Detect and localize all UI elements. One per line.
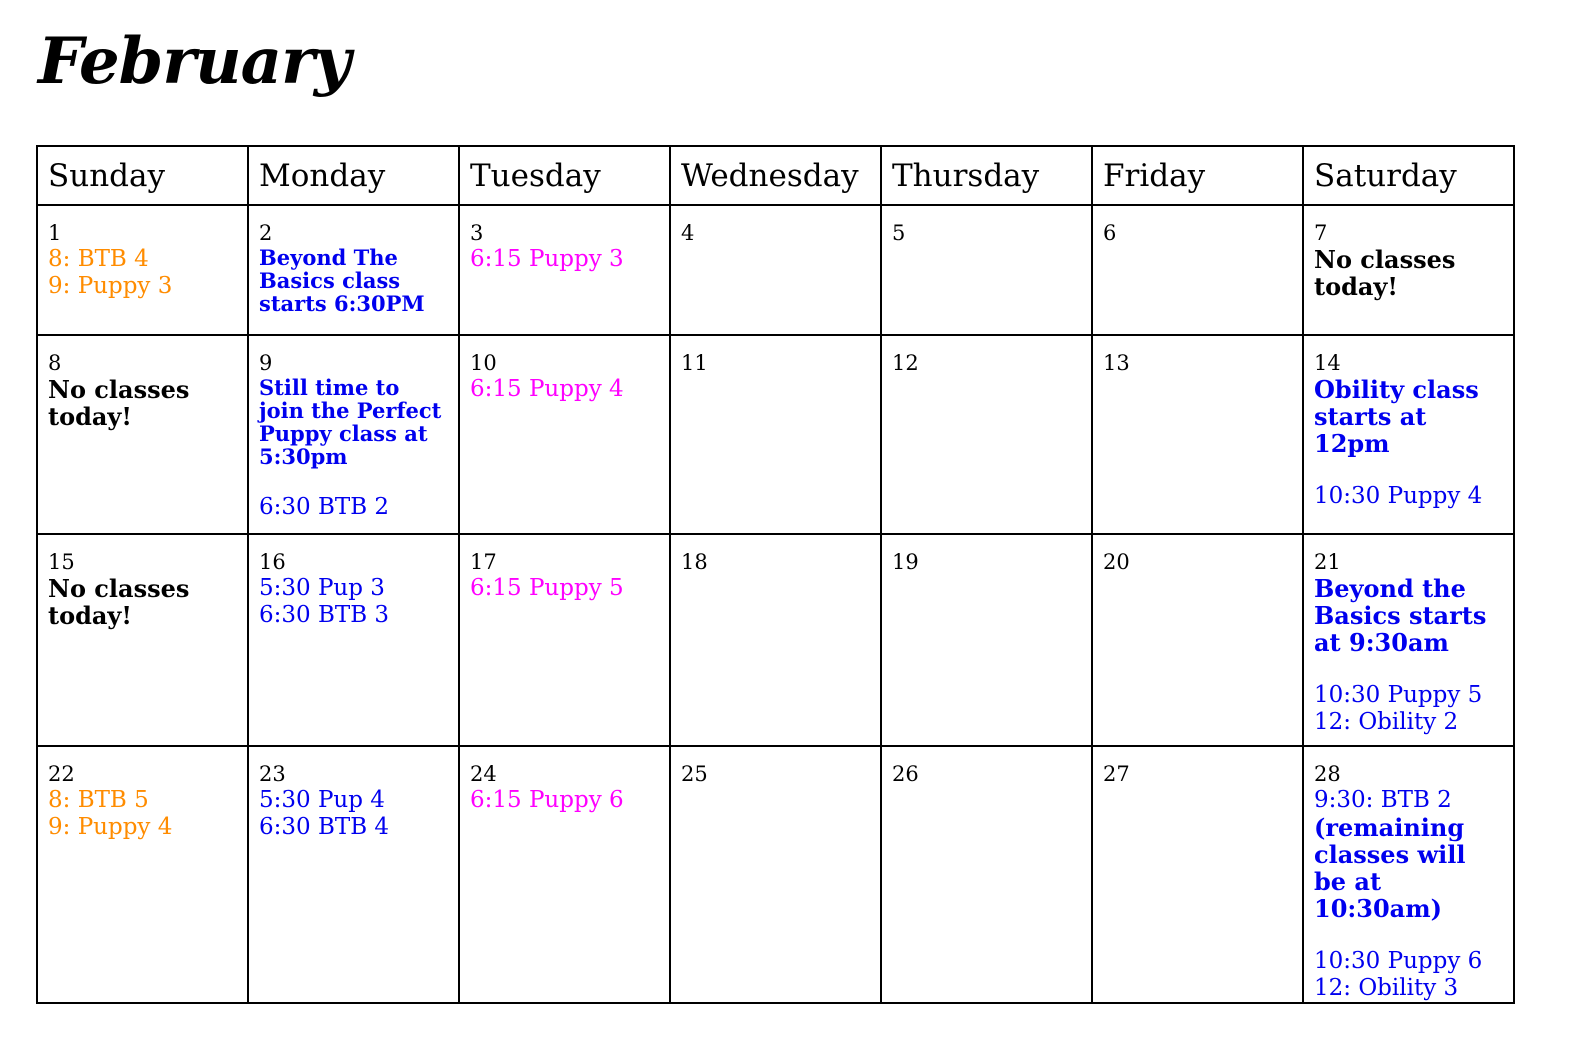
- day-number: 27: [1103, 762, 1130, 786]
- event-text: No classes today!: [1314, 245, 1456, 301]
- day-cell: [459, 746, 670, 1003]
- day-cell: [248, 205, 459, 335]
- day-cell: [37, 534, 248, 746]
- day-cell: [881, 335, 1092, 534]
- day-number: 11: [681, 351, 708, 375]
- day-number: 17: [470, 550, 497, 574]
- day-cell: [248, 335, 459, 534]
- event-text: 8: BTB 5: [48, 787, 149, 813]
- event-text: 5:30 Pup 4: [259, 787, 385, 813]
- day-cell: [881, 534, 1092, 746]
- weekday-header: Sunday: [37, 146, 248, 205]
- day-number: 18: [681, 550, 708, 574]
- event-text: 6:30 BTB 4: [259, 814, 390, 840]
- event-text: 6:30 BTB 2: [259, 494, 390, 520]
- day-number: 24: [470, 762, 497, 786]
- event-text: 6:15 Puppy 3: [470, 246, 624, 272]
- event-text: 6:15 Puppy 4: [470, 376, 624, 402]
- day-number: 8: [48, 351, 62, 375]
- day-cell: [670, 205, 881, 335]
- day-number: 28: [1314, 762, 1341, 786]
- day-cell: [1303, 335, 1514, 534]
- day-number: 5: [892, 221, 906, 245]
- day-cell: [881, 205, 1092, 335]
- day-cell: [1092, 205, 1303, 335]
- day-number: 10: [470, 351, 497, 375]
- day-number: 15: [48, 550, 75, 574]
- day-cell: [1092, 534, 1303, 746]
- day-cell: [37, 746, 248, 1003]
- day-cell: [670, 534, 881, 746]
- day-cell: [459, 534, 670, 746]
- day-number: 16: [259, 550, 286, 574]
- day-cell: [881, 746, 1092, 1003]
- day-number: 4: [681, 221, 695, 245]
- calendar-grid: [36, 145, 1515, 1004]
- day-cell: [1303, 746, 1514, 1003]
- event-text: No classes today!: [48, 375, 190, 431]
- event-text: Still time to join the Perfect Puppy class at 5:30pm: [259, 375, 442, 469]
- day-cell: [459, 335, 670, 534]
- day-number: 13: [1103, 351, 1130, 375]
- event-text: 10:30 Puppy 5: [1314, 682, 1483, 708]
- day-cell: [1303, 534, 1514, 746]
- week-row: [37, 205, 1514, 335]
- day-number: 14: [1314, 351, 1341, 375]
- day-number: 23: [259, 762, 286, 786]
- event-text: 6:30 BTB 3: [259, 602, 390, 628]
- weekday-header: Wednesday: [670, 146, 881, 205]
- event-text: Beyond The Basics class starts 6:30PM: [259, 245, 425, 316]
- day-cell: [248, 746, 459, 1003]
- day-number: 2: [259, 221, 273, 245]
- day-cell: [248, 534, 459, 746]
- event-text: No classes today!: [48, 574, 190, 630]
- weekday-header: Monday: [248, 146, 459, 205]
- weekday-header: Thursday: [881, 146, 1092, 205]
- event-text: 5:30 Pup 3: [259, 575, 385, 601]
- weekday-header-row: [37, 146, 1514, 205]
- day-number: 12: [892, 351, 919, 375]
- event-text: 9:30: BTB 2: [1314, 787, 1452, 813]
- day-number: 6: [1103, 221, 1117, 245]
- weekday-header: Friday: [1092, 146, 1303, 205]
- week-row: [37, 335, 1514, 534]
- day-number: 19: [892, 550, 919, 574]
- month-title: February: [38, 24, 351, 99]
- event-text: 12: Obility 3: [1314, 975, 1459, 1001]
- day-number: 20: [1103, 550, 1130, 574]
- event-text: Obility class starts at 12pm: [1314, 375, 1479, 458]
- day-cell: [670, 335, 881, 534]
- day-cell: [1092, 335, 1303, 534]
- event-text: 9: Puppy 3: [48, 273, 173, 299]
- day-cell: [1303, 205, 1514, 335]
- event-text: Beyond the Basics starts at 9:30am: [1314, 574, 1487, 657]
- weekday-header: Tuesday: [459, 146, 670, 205]
- event-text: 10:30 Puppy 4: [1314, 483, 1483, 509]
- day-number: 25: [681, 762, 708, 786]
- event-text: 10:30 Puppy 6: [1314, 948, 1483, 974]
- day-cell: [37, 205, 248, 335]
- event-text: (remaining classes will be at 10:30am): [1314, 813, 1466, 923]
- event-text: 8: BTB 4: [48, 246, 149, 272]
- weekday-header: Saturday: [1303, 146, 1514, 205]
- day-number: 22: [48, 762, 75, 786]
- day-number: 21: [1314, 550, 1341, 574]
- day-cell: [459, 205, 670, 335]
- day-cell: [1092, 746, 1303, 1003]
- day-number: 7: [1314, 221, 1328, 245]
- event-text: 12: Obility 2: [1314, 709, 1459, 735]
- event-text: 6:15 Puppy 5: [470, 575, 624, 601]
- week-row: [37, 746, 1514, 1003]
- day-number: 3: [470, 221, 484, 245]
- day-number: 26: [892, 762, 919, 786]
- day-number: 9: [259, 351, 273, 375]
- event-text: 6:15 Puppy 6: [470, 787, 624, 813]
- day-number: 1: [48, 221, 62, 245]
- week-row: [37, 534, 1514, 746]
- event-text: 9: Puppy 4: [48, 814, 173, 840]
- day-cell: [37, 335, 248, 534]
- day-cell: [670, 746, 881, 1003]
